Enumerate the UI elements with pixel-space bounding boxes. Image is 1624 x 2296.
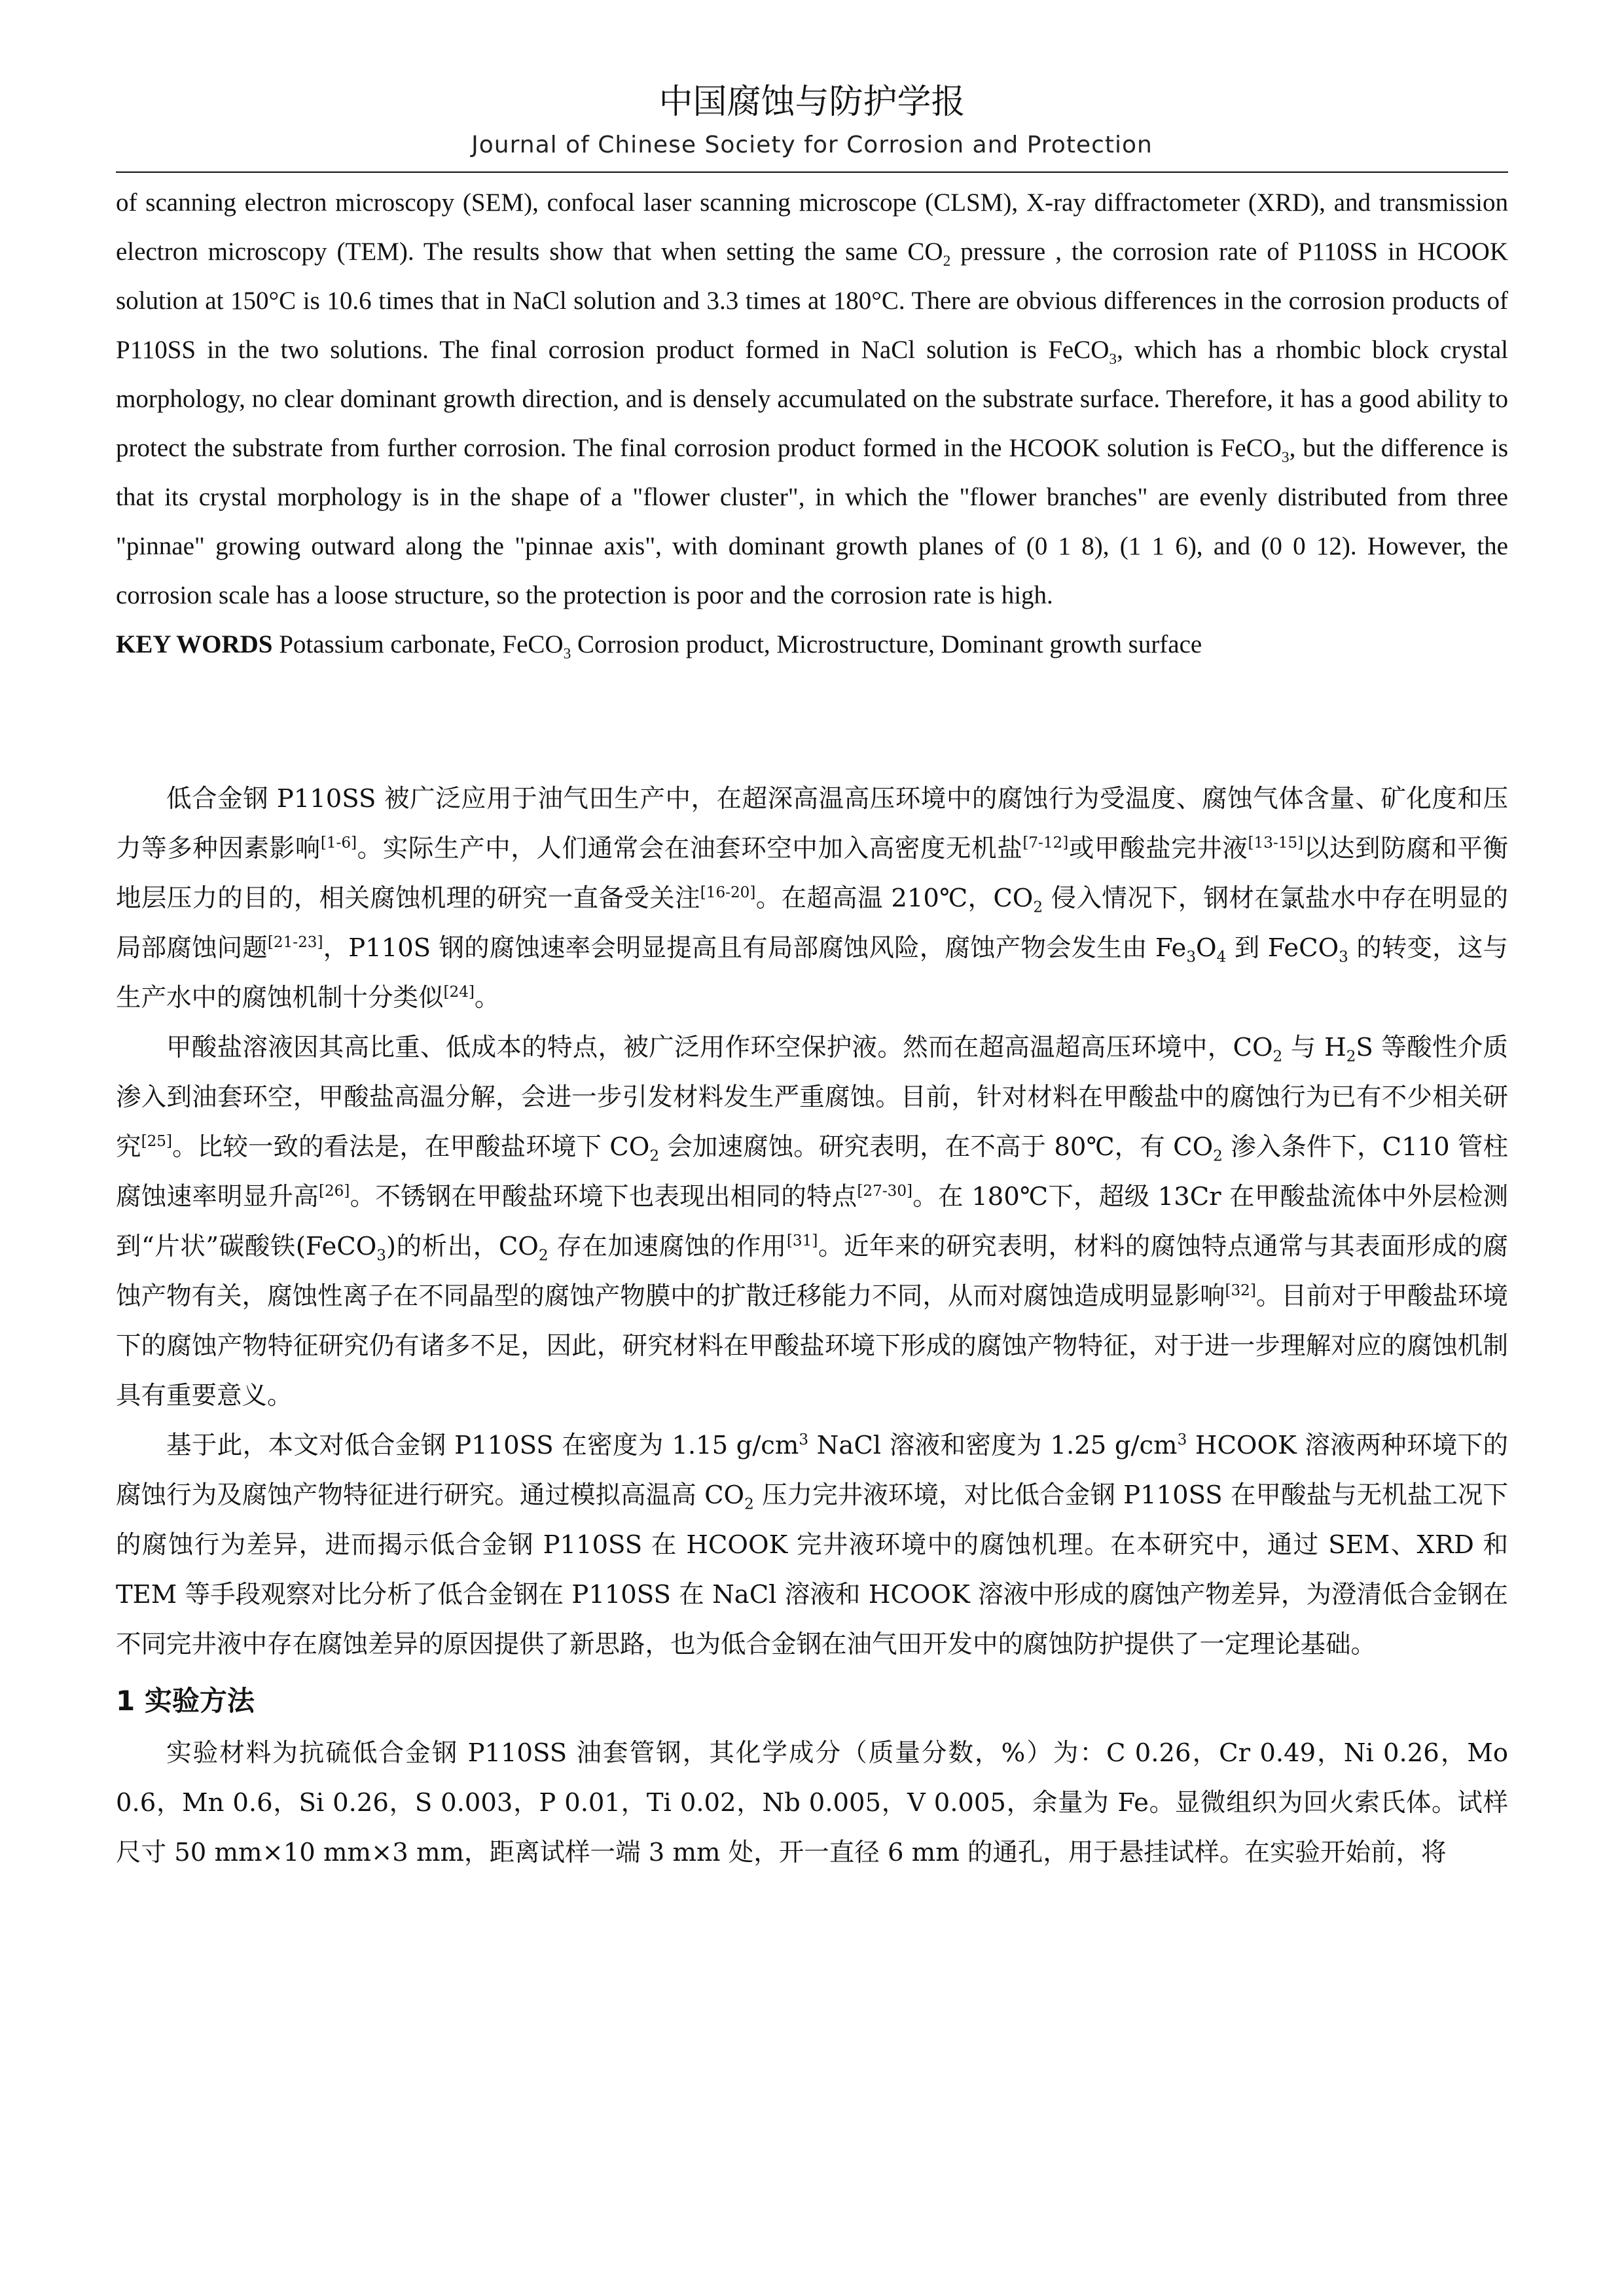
citation: [13-15] — [1248, 834, 1304, 852]
chinese-body-text — [116, 774, 1508, 1878]
journal-title-chinese: 中国腐蚀与防护学报 — [659, 82, 965, 122]
citation: [25] — [141, 1133, 172, 1151]
section-heading-1: 1 实验方法 — [116, 1685, 255, 1717]
header-divider — [116, 171, 1508, 173]
english-abstract — [116, 178, 1508, 669]
citation: [32] — [1225, 1282, 1256, 1300]
citation: [1-6] — [320, 834, 357, 852]
key-words: KEY WORDS Potassium carbonate, FeCO$_3$ Corrosion product, Microstructure, Dominant growth surface — [116, 630, 1202, 662]
citation: [7-12] — [1022, 834, 1069, 852]
body-paragraph-4: 实验材料为抗硫低合金钢 P110SS 油套管钢，其化学成分（质量分数，%）为：C 0.26，Cr 0.49，Ni 0.26，Mo 0.6，Mn 0.6，Si 0.26，S 0.003，P 0.01，Ti 0.02，Nb 0.005，V 0.005，余量为 Fe。显微组织为回火索氏体。试样尺寸 50 mm×10 mm×3 mm，距离试样一端 3 mm 处，开一直径 6 mm 的通孔，用于悬挂试样。在实验开始前，将 — [116, 1738, 1508, 1867]
body-paragraph-3: 基于此，本文对低合金钢 P110SS 在密度为 1.15 $g/cm^3$ NaCl 溶液和密度为 1.25 $g/cm^3$ HCOOK 溶液两种环境下的腐蚀行为及腐蚀产物特征进行研究。通过模拟高温高 $CO_2$ 压力完井液环境，对比低合金钢 P110SS 在甲酸盐与无机盐工况下的腐蚀行为差异，进而揭示低合金钢 P110SS 在 HCOOK 完井液环境中的腐蚀机理。在本研究中，通过 SEM、XRD 和 TEM 等手段观察对比分析了低合金钢在 P110SS 在 NaCl 溶液和 HCOOK 溶液中形成的腐蚀产物差异，为澄清低合金钢在不同完井液中存在腐蚀差异的原因提供了新思路，也为低合金钢在油气田开发中的腐蚀防护提供了一定理论基础。 — [116, 1431, 1508, 1659]
abstract-text: of scanning electron microscopy (SEM), confocal laser scanning microscope (CLSM), X-ray diffractometer (XRD), and transmission electron microscopy (TEM). The results show that when setting the same $CO_2$ pressure , the corrosion rate of P110SS in HCOOK solution at 150°C is 10.6 times that in NaCl solution and 3.3 times at 180°C. There are obvious differences in the corrosion products of P110SS in the two solutions. The final corrosion product formed in NaCl solution is FeCO$_3$, which has a rhombic block crystal morphology, no clear dominant growth direction, and is densely accumulated on the substrate surface. Therefore, it has a good ability to protect the substrate from further corrosion. The final corrosion product formed in the HCOOK solution is FeCO$_3$, but the difference is that its crystal morphology is in the shape of a "flower cluster", in which the "flower branches" are evenly distributed from three "pinnae" growing outward along the "pinnae axis", with dominant growth planes of (0 1 8), (1 1 6), and (0 0 12). However, the corrosion scale has a loose structure, so the protection is poor and the corrosion rate is high. — [116, 188, 1508, 609]
body-paragraph-1: 低合金钢 P110SS 被广泛应用于油气田生产中，在超深高温高压环境中的腐蚀行为受温度、腐蚀气体含量、矿化度和压力等多种因素影响[1-6]。实际生产中，人们通常会在油套环空中加入高密度无机盐[7-12]或甲酸盐完井液[13-15]以达到防腐和平衡地层压力的目的，相关腐蚀机理的研究一直备受关注[16-20]。在超高温 210℃，$CO_2$ 侵入情况下，钢材在氯盐水中存在明显的局部腐蚀问题[21-23]，P110S 钢的腐蚀速率会明显提高且有局部腐蚀风险，腐蚀产物会发生由 $Fe_3O_4$ 到 FeCO$_3$ 的转变，这与生产水中的腐蚀机制十分类似[24]。 — [116, 784, 1509, 1013]
citation: [21-23] — [267, 934, 323, 952]
key-words-label: KEY WORDS — [116, 630, 273, 658]
citation: [26] — [318, 1183, 350, 1200]
citation: [16-20] — [700, 884, 756, 902]
citation: [31] — [786, 1232, 818, 1250]
journal-title-english: Journal of Chinese Society for Corrosion and Protection — [471, 132, 1153, 158]
citation: [24] — [443, 984, 475, 1001]
citation: [27-30] — [857, 1183, 913, 1200]
body-paragraph-2: 甲酸盐溶液因其高比重、低成本的特点，被广泛用作环空保护液。然而在超高温超高压环境中，$CO_2$ 与 $H_2S$ 等酸性介质渗入到油套环空，甲酸盐高温分解，会进一步引发材料发生严重腐蚀。目前，针对材料在甲酸盐中的腐蚀行为已有不少相关研究[25]。比较一致的看法是，在甲酸盐环境下 $CO_2$ 会加速腐蚀。研究表明，在不高于 80℃，有 $CO_2$ 渗入条件下，C110 管柱腐蚀速率明显升高[26]。不锈钢在甲酸盐环境下也表现出相同的特点[27-30]。在 180℃下，超级 13Cr 在甲酸盐流体中外层检测到“片状”碳酸铁(FeCO$_3$)的析出，$CO_2$ 存在加速腐蚀的作用[31]。近年来的研究表明，材料的腐蚀特点通常与其表面形成的腐蚀产物有关，腐蚀性离子在不同晶型的腐蚀产物膜中的扩散迁移能力不同，从而对腐蚀造成明显影响[32]。目前对于甲酸盐环境下的腐蚀产物特征研究仍有诸多不足，因此，研究材料在甲酸盐环境下形成的腐蚀产物特征，对于进一步理解对应的腐蚀机制具有重要意义。 — [116, 1033, 1509, 1410]
